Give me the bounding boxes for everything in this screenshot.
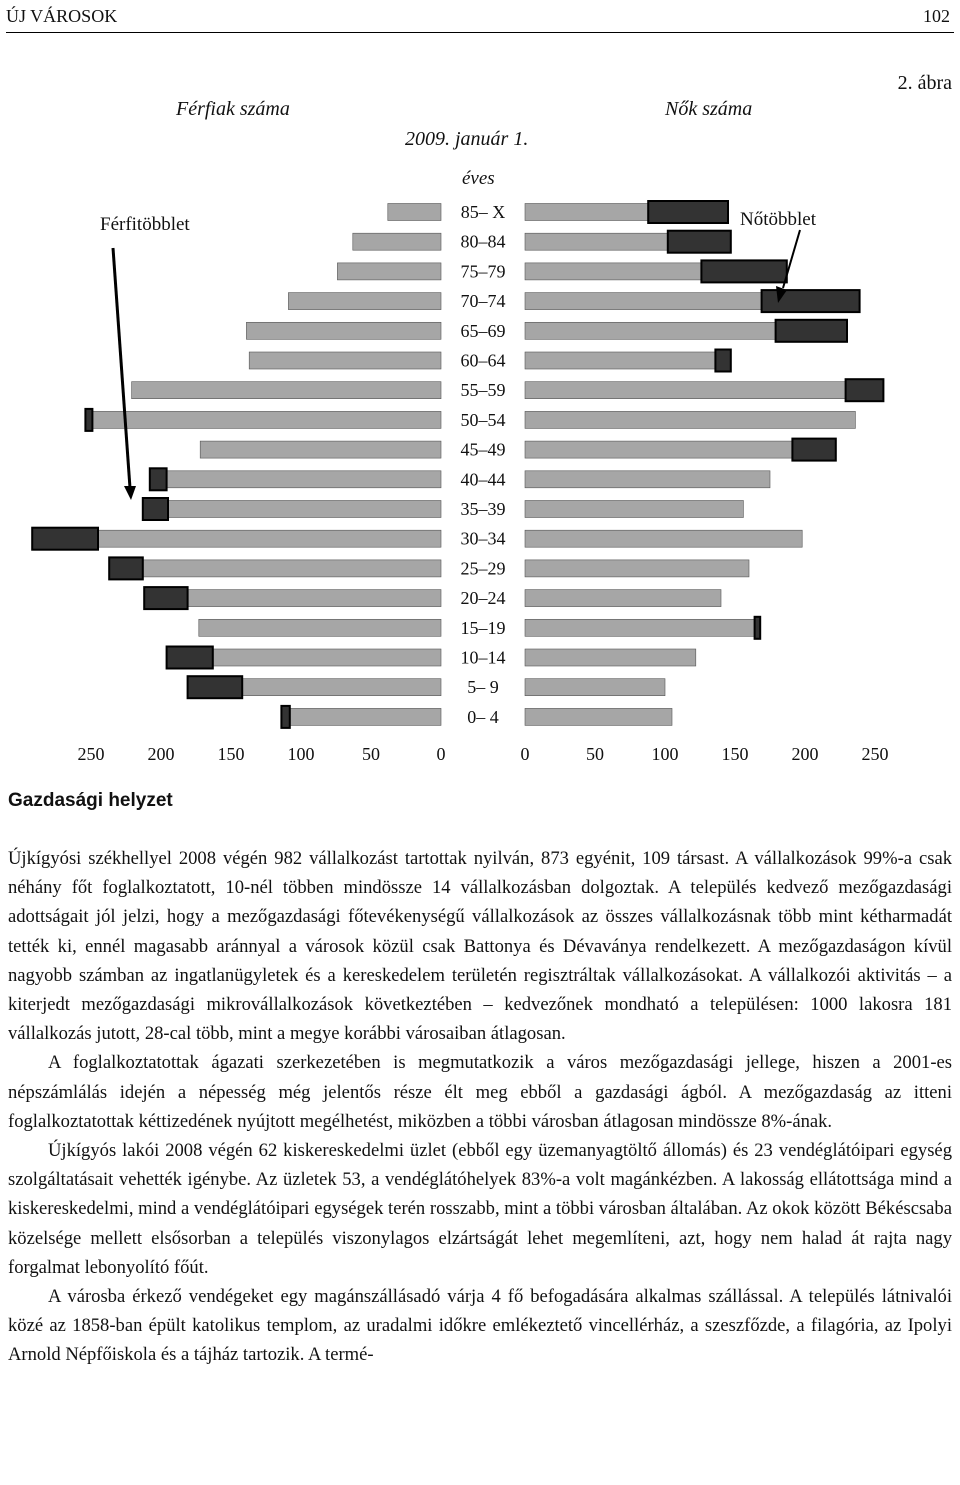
age-label-9: 40–44 — [460, 469, 506, 490]
bar-women-3 — [525, 293, 762, 310]
surplus-men-7 — [85, 409, 92, 431]
men-title: Férfiak száma — [176, 98, 290, 120]
bar-men-16 — [242, 679, 441, 696]
bar-women-7 — [525, 411, 855, 428]
bar-men-13 — [188, 590, 441, 607]
bar-women-1 — [525, 233, 668, 250]
women-surplus-label: Nőtöbblet — [740, 209, 816, 230]
surplus-men-16 — [188, 676, 243, 698]
age-label-11: 30–34 — [460, 528, 506, 549]
bar-women-12 — [525, 560, 749, 577]
age-label-6: 55–59 — [460, 380, 506, 401]
bar-men-17 — [290, 708, 441, 725]
surplus-men-10 — [143, 498, 168, 520]
women-title: Nők száma — [665, 98, 753, 120]
bar-men-3 — [288, 293, 441, 310]
tick-left-3: 100 — [287, 744, 315, 764]
age-label-8: 45–49 — [460, 439, 506, 460]
bar-women-9 — [525, 471, 770, 488]
age-label-13: 20–24 — [460, 588, 506, 609]
bar-men-0 — [388, 204, 441, 221]
tick-right-4: 200 — [791, 744, 819, 764]
bar-women-11 — [525, 530, 802, 547]
age-label-16: 5– 9 — [467, 677, 499, 698]
age-label-10: 35–39 — [460, 499, 506, 519]
age-label-17: 0– 4 — [467, 706, 499, 727]
age-label-14: 15–19 — [460, 617, 506, 638]
surplus-women-14 — [755, 617, 761, 639]
bar-men-10 — [168, 501, 441, 518]
bar-women-5 — [525, 352, 715, 369]
tick-left-4: 50 — [362, 744, 380, 764]
bar-women-10 — [525, 501, 743, 518]
tick-right-0: 0 — [520, 744, 530, 764]
bar-men-8 — [200, 441, 441, 458]
paragraph-4: A városba érkező vendégeket egy magánszállásadó várja 4 fő befogadására alkalmas szállással. A település látnivalói közé az 1858-ban épült katolikus templom, az uradalmi időkre emlékeztető vincellérház, a szeszfőzde, a filagória, az Ipolyi Arnold Népfőiskola és a tájház tartozik. A termé- — [8, 1286, 952, 1366]
running-title: ÚJ VÁROSOK — [6, 6, 118, 26]
age-label-0: 85– X — [460, 202, 506, 222]
bar-men-1 — [353, 233, 441, 250]
bar-women-6 — [525, 382, 846, 399]
age-label-2: 75–79 — [460, 261, 506, 282]
men-surplus-label: Férfitöbblet — [100, 214, 190, 235]
bar-women-8 — [525, 441, 792, 458]
paragraph-1: Újkígyósi székhellyel 2008 végén 982 vállalkozást tartottak nyilván, 873 egyénit, 109 társast. A vállalkozások 99%-a csak néhány főt foglalkoztatott, 10-nél többen mindössze 14 vállalkozásban dolgoztak. A település kedvező mezőgazdasági adottságait jól jelzi, hogy a mezőgazdasági főtevékenységű vállalkozások az összes vállalkozásnak több mint kétharmadát tették ki, ennél magasabb aránnyal a városok közül csak Battonya és Dévaványa rendelkezett. A mezőgazdaságon kívül nagyobb számban az ingatlanügyletek és a kereskedelem területén regisztráltak vállalkozásokat. A vállalkozói aktivitás – a kiterjedt mezőgazdasági mikrovállalkozások következtében – kedvezőnek mondható a településen: 1000 lakosra 181 vállalkozás jutott, 28-cal több, mint a megye korábbi városaiban átlagosan. — [8, 848, 952, 1045]
surplus-women-4 — [776, 320, 847, 342]
women-surplus-arrow-line — [783, 230, 800, 288]
bar-women-13 — [525, 590, 721, 607]
bar-men-6 — [132, 382, 441, 399]
bar-women-2 — [525, 263, 701, 280]
tick-right-5: 250 — [861, 744, 889, 764]
paragraph-3: Újkígyós lakói 2008 végén 62 kiskereskedelmi üzlet (ebből egy üzemanyagtöltő állomás) és 23 vendéglátóipari egység szolgáltatásait vehették igénybe. Az üzletek 53, a vendéglátóhelyek 83%-a volt magánkézben. A lakosság ellátottsága mind a kiskereskedelmi, mind a vendéglátóipari egységek terén rosszabb, mint a többi városban általában. Az okok között Békéscsaba közelsége mellett elsősorban a település viszonylagos elzártságát lehet megemlíteni, azt, hogy nem halad át rajta nagy forgalmat lebonyolító főút. — [8, 1140, 952, 1278]
bar-women-16 — [525, 679, 665, 696]
surplus-women-6 — [846, 379, 884, 401]
figure-date: 2009. január 1. — [405, 128, 529, 150]
tick-left-0: 250 — [77, 744, 105, 764]
section-title: Gazdasági helyzet — [8, 790, 173, 811]
bar-women-14 — [525, 619, 755, 636]
page-number: 102 — [923, 6, 950, 26]
surplus-men-15 — [167, 647, 213, 669]
surplus-men-11 — [32, 528, 98, 550]
age-label-4: 65–69 — [460, 320, 506, 341]
surplus-women-5 — [715, 350, 730, 372]
surplus-men-9 — [150, 468, 167, 490]
bar-men-14 — [199, 619, 441, 636]
tick-left-5: 0 — [436, 744, 446, 764]
men-surplus-arrow-line — [113, 248, 130, 488]
age-label-3: 70–74 — [460, 291, 506, 312]
age-label-12: 25–29 — [460, 558, 506, 579]
bar-men-15 — [213, 649, 441, 666]
surplus-women-3 — [762, 290, 860, 312]
bar-women-17 — [525, 708, 672, 725]
bar-women-4 — [525, 322, 776, 339]
age-label-7: 50–54 — [460, 409, 506, 430]
body-text — [8, 844, 952, 1370]
tick-left-2: 150 — [217, 744, 245, 764]
bar-men-9 — [167, 471, 441, 488]
surplus-men-12 — [109, 557, 143, 579]
figure-label: 2. ábra — [897, 72, 952, 94]
surplus-women-0 — [648, 201, 728, 223]
age-label-15: 10–14 — [460, 647, 506, 668]
surplus-men-13 — [144, 587, 187, 609]
paragraph-2: A foglalkoztatottak ágazati szerkezetében is megmutatkozik a város mezőgazdasági jellege, hiszen a 2001-es népszámlálás idején a népesség még jelentős része élt meg ebből a gazdasági ágból. A mezőgazdaság az itteni foglalkoztatottak kéttizedének nyújtott megélhetést, miközben a többi városban átlagosan mindössze 8%-ának. — [8, 1052, 952, 1132]
age-label-5: 60–64 — [460, 350, 506, 371]
surplus-women-2 — [701, 260, 786, 282]
bar-men-12 — [143, 560, 441, 577]
bar-men-4 — [246, 322, 441, 339]
surplus-women-8 — [792, 439, 835, 461]
men-surplus-arrow-head — [124, 486, 136, 500]
bar-men-5 — [249, 352, 441, 369]
bar-men-7 — [92, 411, 441, 428]
bar-men-11 — [98, 530, 441, 547]
tick-right-2: 100 — [651, 744, 679, 764]
bar-women-0 — [525, 204, 648, 221]
age-label-1: 80–84 — [460, 231, 506, 252]
tick-right-1: 50 — [586, 744, 604, 764]
age-unit: éves — [462, 168, 495, 189]
surplus-men-17 — [281, 706, 289, 728]
bar-men-2 — [337, 263, 441, 280]
bar-women-15 — [525, 649, 696, 666]
tick-right-3: 150 — [721, 744, 749, 764]
tick-left-1: 200 — [147, 744, 175, 764]
surplus-women-1 — [668, 231, 731, 253]
